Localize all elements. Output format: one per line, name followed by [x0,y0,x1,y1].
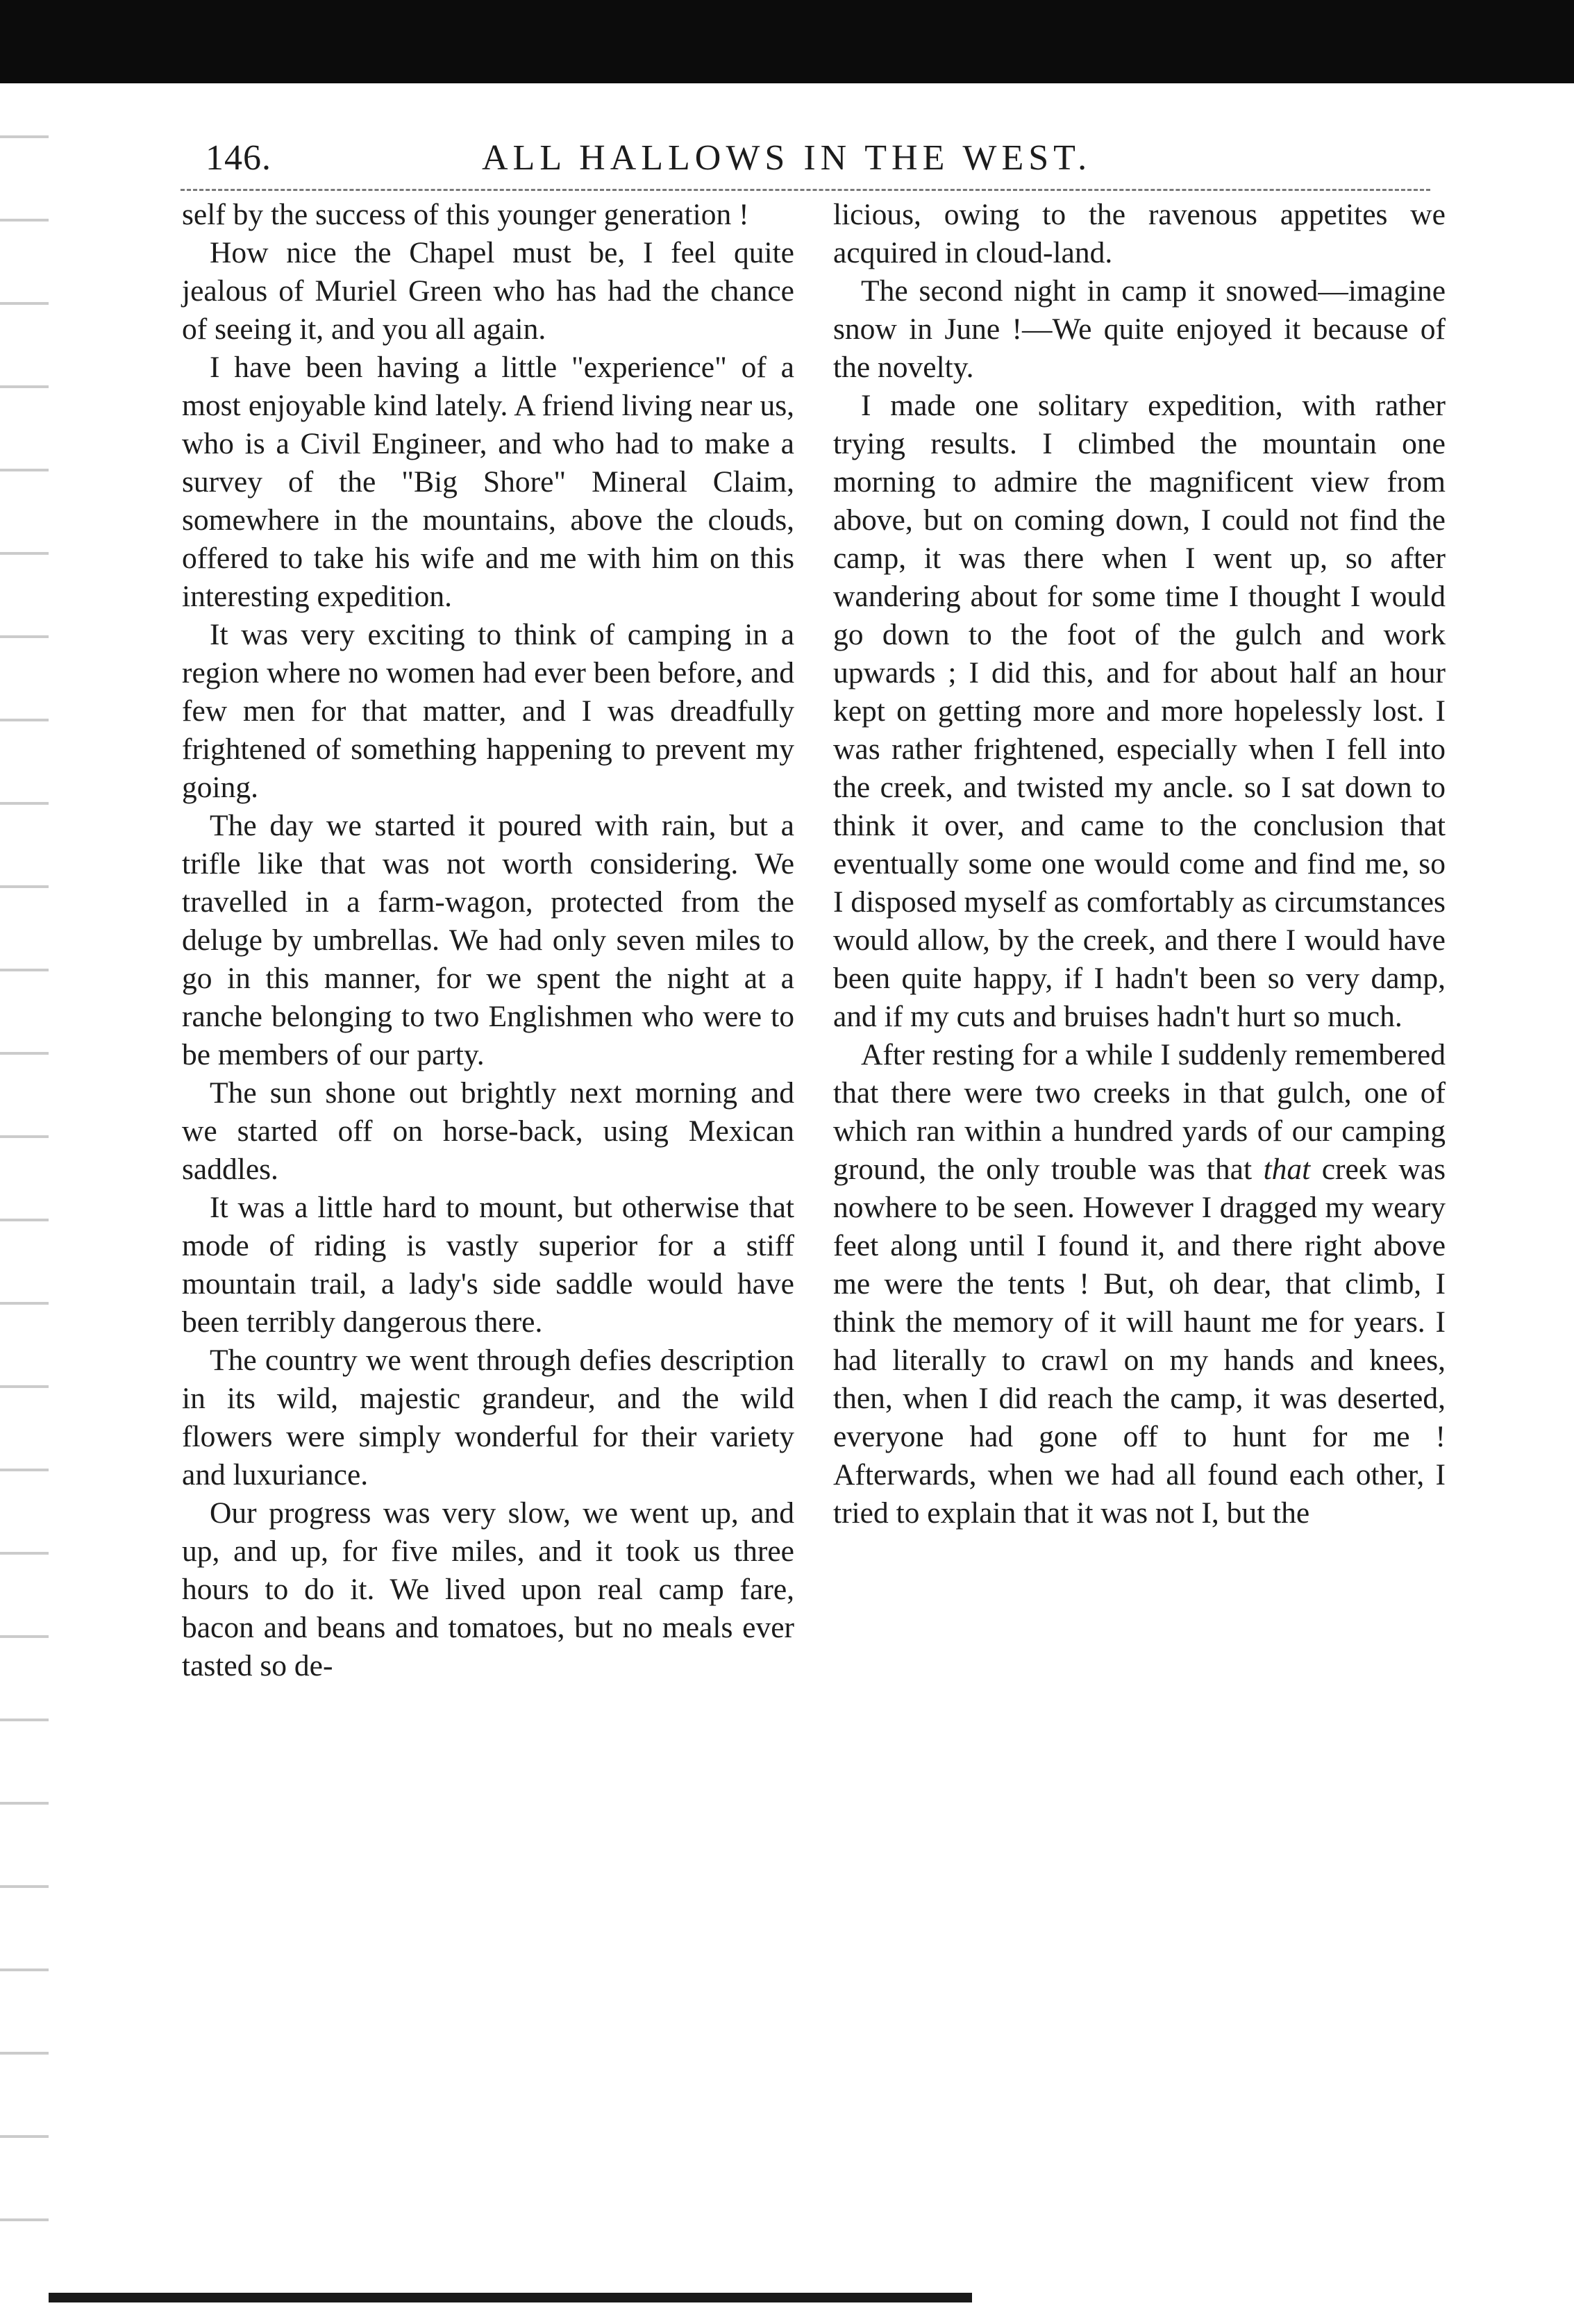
paragraph: It was very exciting to think of camping in a region where no women had ever been before, and few men for that matter, and I was dreadfully frightened of something happening to prevent my going. [182,618,794,804]
paragraph: The sun shone out brightly next morning and we started off on horse-back, using Mexican saddles. [182,1076,794,1186]
paragraph: The second night in camp it snowed—imagine snow in June !—We quite enjoyed it because of the novelty. [833,274,1446,384]
paragraph: Our progress was very slow, we went up, and up, and up, for five miles, and it took us three hours to do it. We lived upon real camp fare, bacon and beans and tomatoes, but no meals ever tasted so de- [182,1496,794,1682]
paragraph: I have been having a little "experience" of a most enjoyable kind lately. A friend living near us, who is a Civil Engineer, and who had to make a survey of the "Big Shore" Mineral Claim, somewhere in the mountains, above the clouds, offered to take his wife and me with him on this interesting expedition. [182,351,794,613]
paragraph: The country we went through defies description in its wild, majestic grandeur, and the wild flowers were simply wonderful for their variety and luxuriance. [182,1344,794,1491]
page-number: 146. [206,138,271,178]
paragraph: The day we started it poured with rain, but a trifle like that was not worth considering. We travelled in a farm-wagon, protected from the deluge by umbrellas. We had only seven miles to go in this manner, for we spent the night at a ranche belonging to two Englishmen who were to be members of our party. [182,809,794,1071]
right-column [833,196,1446,2251]
paragraph: How nice the Chapel must be, I feel quite jealous of Muriel Green who has had the chance of seeing it, and you all again. [182,236,794,346]
left-column [182,196,794,2251]
page-header [206,137,1421,186]
italic-emphasis: that [1263,1153,1311,1186]
text-run: creek was nowhere to be seen. However I dragged my weary feet along until I found it, and there right above me were the tents ! But, oh dear, that climb, I think the memory of it will haunt me for years. I had literally to crawl on my hands and knees, then, when I did reach the camp, it was deserted, everyone had gone off to hunt for me ! Afterwards, when we had all found each other, I tried to explain that it was not I, but the [833,1153,1446,1530]
paragraph: licious, owing to the ravenous appetites we acquired in cloud-land. [833,198,1446,269]
paragraph: self by the success of this younger generation ! [182,198,749,231]
text-run: After resting for a while I suddenly remembered that there were two creeks in that gulch, one of which ran within a hundred yards of our camping ground, the only trouble was that [833,1038,1446,1186]
paragraph: I made one solitary expedition, with rather trying results. I climbed the mountain one morning to admire the magnificent view from above, but on coming down, I could not find the camp, it was there when I went up, so after wandering about for some time I thought I would go down to the foot of the gulch and work upwards ; I did this, and for about half an hour kept on getting more and more hopelessly lost. I was rather frightened, especially when I fell into the creek, and twisted my ancle. so I sat down to think it over, and came to the conclusion that eventually some one would come and find me, so I disposed myself as comfortably as circumstances would allow, by the creek, and there I would have been quite happy, if I hadn't been so very damp, and if my cuts and bruises hadn't hurt so much. [833,389,1446,1033]
running-head: ALL HALLOWS IN THE WEST. [482,138,1092,178]
paragraph: It was a little hard to mount, but otherwise that mode of riding is vastly superior for a stiff mountain trail, a lady's side saddle would have been terribly dangerous there. [182,1191,794,1339]
header-rule [181,189,1430,191]
scan-top-bar [0,0,1574,83]
scan-bottom-rule [49,2293,972,2302]
scan-gutter-marks [0,97,49,2284]
paragraph [833,1036,1446,1532]
